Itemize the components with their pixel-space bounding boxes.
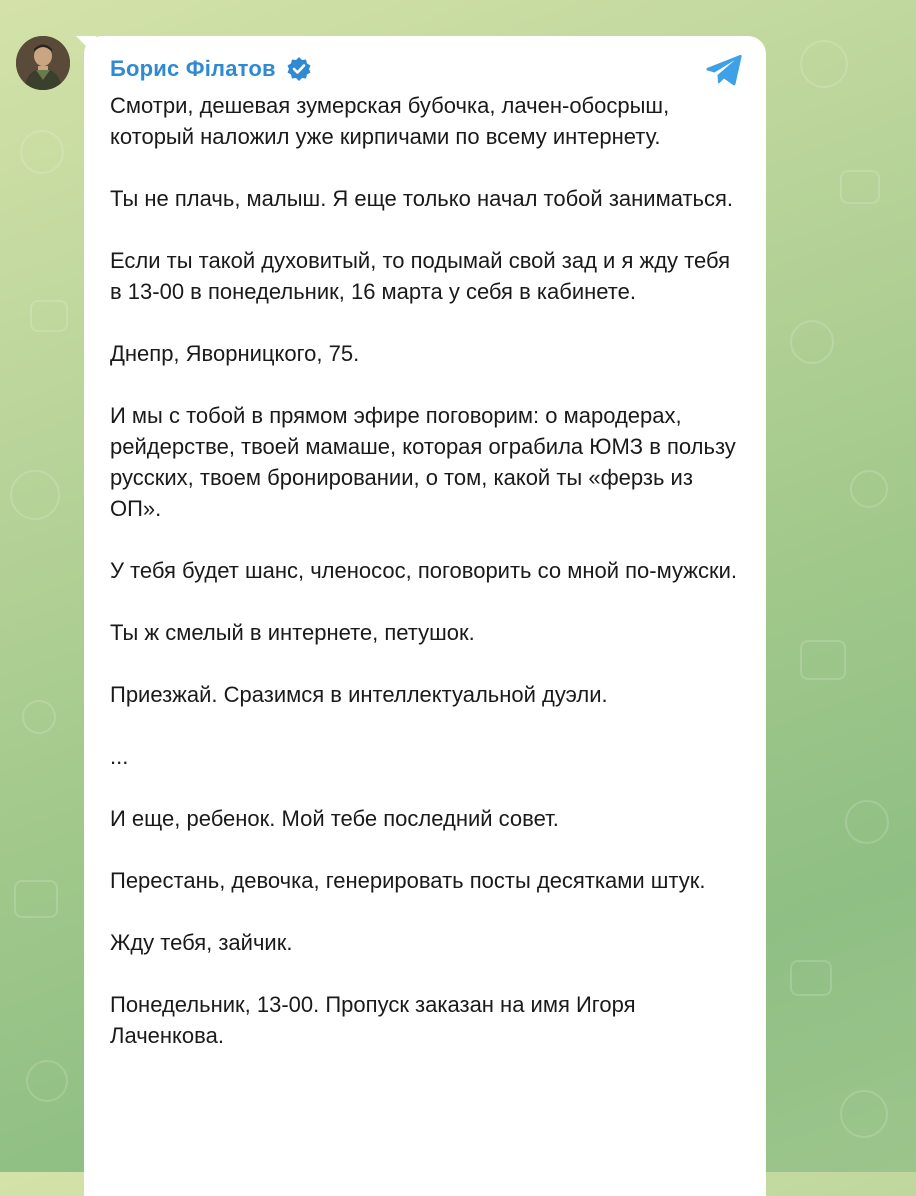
message-paragraph-10: И еще, ребенок. Мой тебе последний совет.: [110, 806, 559, 831]
message-paragraph-4: Днепр, Яворницкого, 75.: [110, 341, 360, 366]
message-header: [110, 56, 740, 82]
message-paragraph-8: Приезжай. Сразимся в интеллектуальной дуэли.: [110, 682, 608, 707]
message-paragraph-6: У тебя будет шанс, членосос, поговорить со мной по-мужски.: [110, 558, 737, 583]
message-paragraph-5: И мы с тобой в прямом эфире поговорим: о мародерах, рейдерстве, твоей мамаше, которая ограбила ЮМЗ в пользу русских, твоем бронировании, о том, какой ты «ферзь из ОП».: [110, 403, 736, 521]
message-paragraph-12: Жду тебя, зайчик.: [110, 930, 293, 955]
sender-avatar[interactable]: [16, 36, 70, 90]
message-bubble: [84, 36, 766, 1196]
message-paragraph-9: ...: [110, 744, 129, 769]
message-text: [110, 90, 740, 1051]
message-paragraph-1: Смотри, дешевая зумерская бубочка, лачен-обосрыш, который наложил уже кирпичами по всему интернету.: [110, 93, 670, 149]
message-paragraph-3: Если ты такой духовитый, то подымай свой зад и я жду тебя в 13-00 в понедельник, 16 марта у себя в кабинете.: [110, 248, 730, 304]
user-avatar-icon: [16, 36, 70, 90]
message-paragraph-11: Перестань, девочка, генерировать посты десятками штук.: [110, 868, 706, 893]
telegram-icon: [704, 50, 744, 90]
message-paragraph-13: Понедельник, 13-00. Пропуск заказан на имя Игоря Лаченкова.: [110, 992, 636, 1048]
verified-badge-icon: [286, 56, 312, 82]
message-paragraph-2: Ты не плачь, малыш. Я еще только начал тобой заниматься.: [110, 186, 734, 211]
message-paragraph-7: Ты ж смелый в интернете, петушок.: [110, 620, 475, 645]
sender-name[interactable]: Борис Філатов: [110, 56, 276, 81]
